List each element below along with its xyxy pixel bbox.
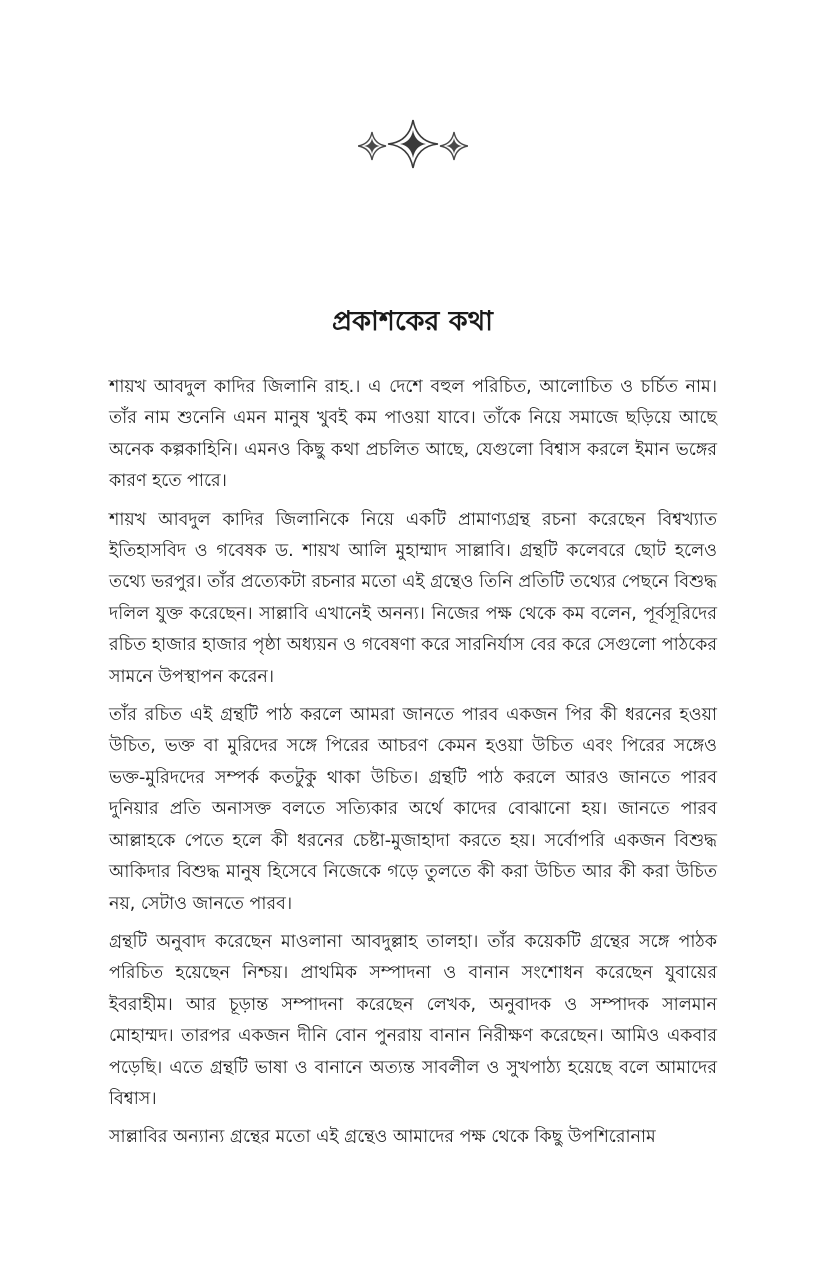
four-point-star-ornament-icon [358,118,468,170]
paragraph: গ্রন্থটি অনুবাদ করেছেন মাওলানা আবদুল্লাহ তালহা। তাঁর কয়েকটি গ্রন্থের সঙ্গে পাঠক পরিচিত হয়েছেন নিশ্চয়। প্রাথমিক সম্পাদনা ও বানান সংশোধন করেছেন যুবায়ের ইবরাহীম। আর চূড়ান্ত সম্পাদনা করেছেন লেখক, অনুবাদক ও সম্পাদক সালমান মোহাম্মদ। তারপর একজন দীনি বোন পুনরায় বানান নিরীক্ষণ করেছেন। আমিও একবার পড়েছি। এতে গ্রন্থটি ভাষা ও বানানে অত্যন্ত সাবলীল ও সুখপাঠ্য হয়েছে বলে আমাদের বিশ্বাস। [109,931,717,1109]
paragraph: সাল্লাবির অন্যান্য গ্রন্থের মতো এই গ্রন্থেও আমাদের পক্ষ থেকে কিছু উপশিরোনাম [109,1127,656,1148]
paragraph: শায়খ আবদুল কাদির জিলানি রাহ.। এ দেশে বহুল পরিচিত, আলোচিত ও চর্চিত নাম। তাঁর নাম শুনেনি এমন মানুষ খুবই কম পাওয়া যাবে। তাঁকে নিয়ে সমাজে ছড়িয়ে আছে অনেক কল্পকাহিনি। এমনও কিছু কথা প্রচলিত আছে, যেগুলো বিশ্বাস করলে ইমান ভঙ্গের কারণ হতে পারে। [109,377,717,492]
paragraph: তাঁর রচিত এই গ্রন্থটি পাঠ করলে আমরা জানতে পারব একজন পির কী ধরনের হওয়া উচিত, ভক্ত বা মুরিদের সঙ্গে পিরের আচরণ কেমন হওয়া উচিত এবং পিরের সঙ্গেও ভক্ত-মুরিদদের সম্পর্ক কতটুকু থাকা উচিত। গ্রন্থটি পাঠ করলে আরও জানতে পারব দুনিয়ার প্রতি অনাসক্ত বলতে সত্যিকার অর্থে কাদের বোঝানো হয়। জানতে পারব আল্লাহকে পেতে হলে কী ধরনের চেষ্টা-মুজাহাদা করতে হয়। সর্বোপরি একজন বিশুদ্ধ আকিদার বিশুদ্ধ মানুষ হিসেবে নিজেকে গড়ে তুলতে কী করা উচিত আর কী করা উচিত নয়, সেটাও জানতে পারব। [109,705,717,914]
paragraph: শায়খ আবদুল কাদির জিলানিকে নিয়ে একটি প্রামাণ্যগ্রন্থ রচনা করেছেন বিশ্বখ্যাত ইতিহাসবিদ ও গবেষক ড. শায়খ আলি মুহাম্মাদ সাল্লাবি। গ্রন্থটি কলেবরে ছোট হলেও তথ্যে ভরপুর। তাঁর প্রত্যেকটা রচনার মতো এই গ্রন্থেও তিনি প্রতিটি তথ্যের পেছনে বিশুদ্ধ দলিল যুক্ত করেছেন। সাল্লাবি এখানেই অনন্য। নিজের পক্ষ থেকে কম বলেন, পূর্বসূরিদের রচিত হাজার হাজার পৃষ্ঠা অধ্যয়ন ও গবেষণা করে সারনির্যাস বের করে সেগুলো পাঠকের সামনে উপস্থাপন করেন। [109,509,717,687]
body-text [109,372,717,1161]
page-title: প্রকাশকের কথা [331,306,494,337]
